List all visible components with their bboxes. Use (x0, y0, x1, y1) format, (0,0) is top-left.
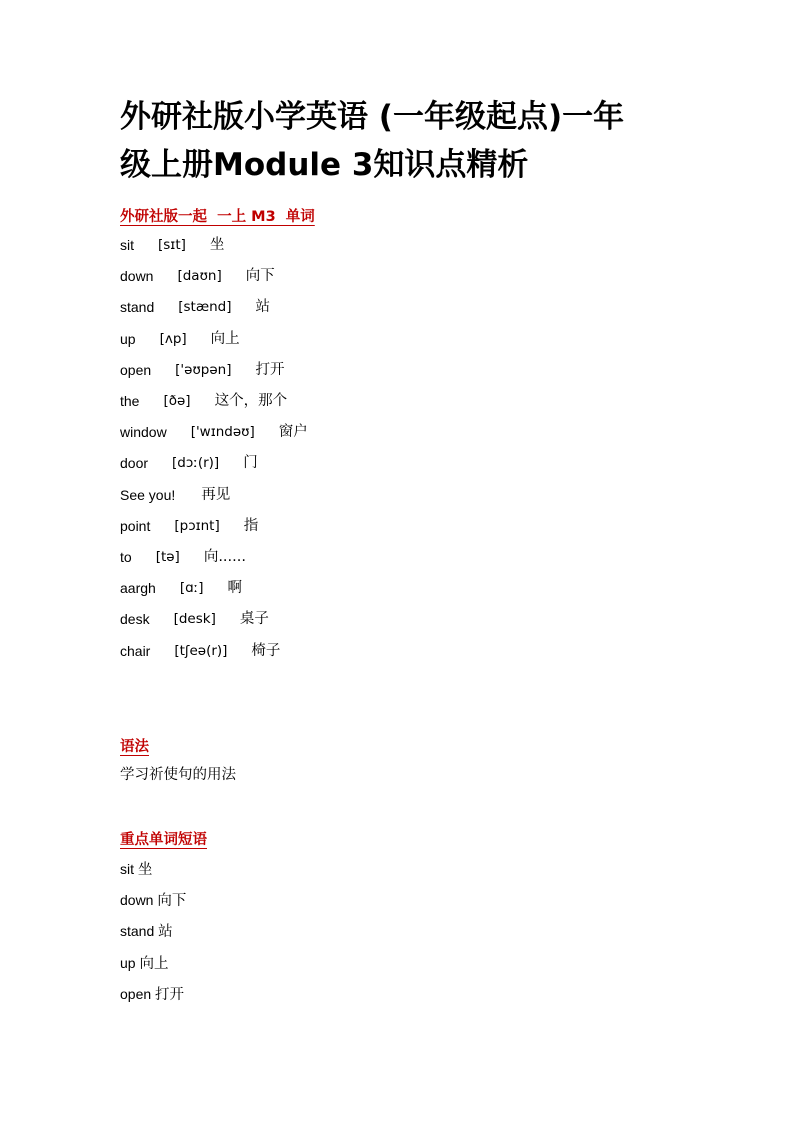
vocabulary-word: sit (120, 237, 134, 253)
grammar-heading: 语法 (120, 739, 149, 755)
vocabulary-meaning: 桌子 (239, 611, 269, 628)
vocabulary-phonetic: [ðə] (163, 393, 191, 409)
vocabulary-phonetic: [tə] (155, 549, 180, 565)
vocabulary-word: chair (120, 642, 151, 659)
vocabulary-phonetic: [ɑː] (179, 580, 204, 597)
vocabulary-meaning: 指 (243, 517, 259, 534)
vocabulary-phonetic: [pɔɪnt] (174, 517, 220, 534)
vocabulary-phonetic: ['əʊpən] (175, 361, 232, 378)
vocabulary-word: point (120, 517, 151, 534)
vocabulary-meaning: 门 (243, 455, 258, 472)
document-title (120, 93, 700, 189)
vocabulary-word: desk (120, 611, 150, 628)
key-phrase-word: down (120, 892, 154, 909)
grammar-text: 学习祈使句的用法 (120, 767, 236, 783)
key-phrase-word: stand (120, 923, 155, 940)
vocabulary-word: aargh (120, 580, 156, 597)
title-line-1: 外研社版小学英语 (一年级起点)一年 (120, 99, 625, 135)
key-phrase-meaning: 向上 (139, 955, 169, 972)
key-phrase-row (120, 953, 168, 974)
vocabulary-phonetic: [daʊn] (177, 268, 222, 285)
vocabulary-meaning: 打开 (255, 361, 285, 378)
vocabulary-phonetic: [stænd] (178, 299, 232, 316)
key-phrase-meaning: 站 (158, 924, 173, 941)
vocabulary-word: stand (120, 299, 155, 316)
vocabulary-word: open (120, 361, 152, 378)
vocabulary-phonetic: [dɔː(r)] (172, 455, 220, 472)
vocabulary-meaning: 站 (255, 299, 270, 316)
vocabulary-heading: 外研社版一起 一上 M3 单词 (120, 209, 315, 225)
vocabulary-phonetic: [desk] (173, 611, 216, 628)
key-phrase-meaning: 打开 (155, 986, 185, 1003)
key-phrase-word: up (120, 954, 136, 971)
vocabulary-word: down (120, 268, 154, 285)
vocabulary-phonetic: [sɪt] (158, 237, 186, 253)
vocabulary-word: window (120, 424, 167, 441)
key-phrase-row (120, 921, 173, 942)
vocabulary-word: See you! (120, 486, 176, 503)
key-phrase-row (120, 890, 186, 911)
key-phrase-word: sit (120, 861, 134, 877)
key-phrase-meaning: 向下 (157, 893, 187, 910)
key-phrases-heading: 重点单词短语 (120, 832, 207, 848)
key-phrase-row (120, 984, 184, 1005)
vocabulary-word: to (120, 549, 132, 565)
vocabulary-word: up (120, 330, 136, 347)
vocabulary-meaning: 向上 (210, 330, 240, 347)
vocabulary-word: the (120, 393, 140, 409)
vocabulary-phonetic: [tʃeə(r)] (174, 642, 228, 659)
key-phrase-row (120, 859, 152, 880)
vocabulary-meaning: 这个，那个 (214, 393, 288, 409)
title-line-2: 级上册Module 3知识点精析 (120, 147, 529, 183)
vocabulary-meaning: 再见 (201, 486, 231, 503)
vocabulary-meaning: 向下 (245, 268, 275, 285)
vocabulary-phonetic: ['wɪndəʊ] (190, 424, 255, 441)
key-phrase-word: open (120, 985, 152, 1002)
vocabulary-phonetic: [ʌp] (159, 330, 187, 347)
vocabulary-meaning: 椅子 (251, 642, 281, 659)
key-phrase-meaning: 坐 (137, 862, 153, 878)
vocabulary-meaning: 向...... (203, 549, 246, 565)
vocabulary-meaning: 窗户 (278, 424, 308, 441)
vocabulary-meaning: 啊 (227, 580, 242, 597)
vocabulary-word: door (120, 455, 149, 472)
vocabulary-meaning: 坐 (209, 237, 225, 253)
